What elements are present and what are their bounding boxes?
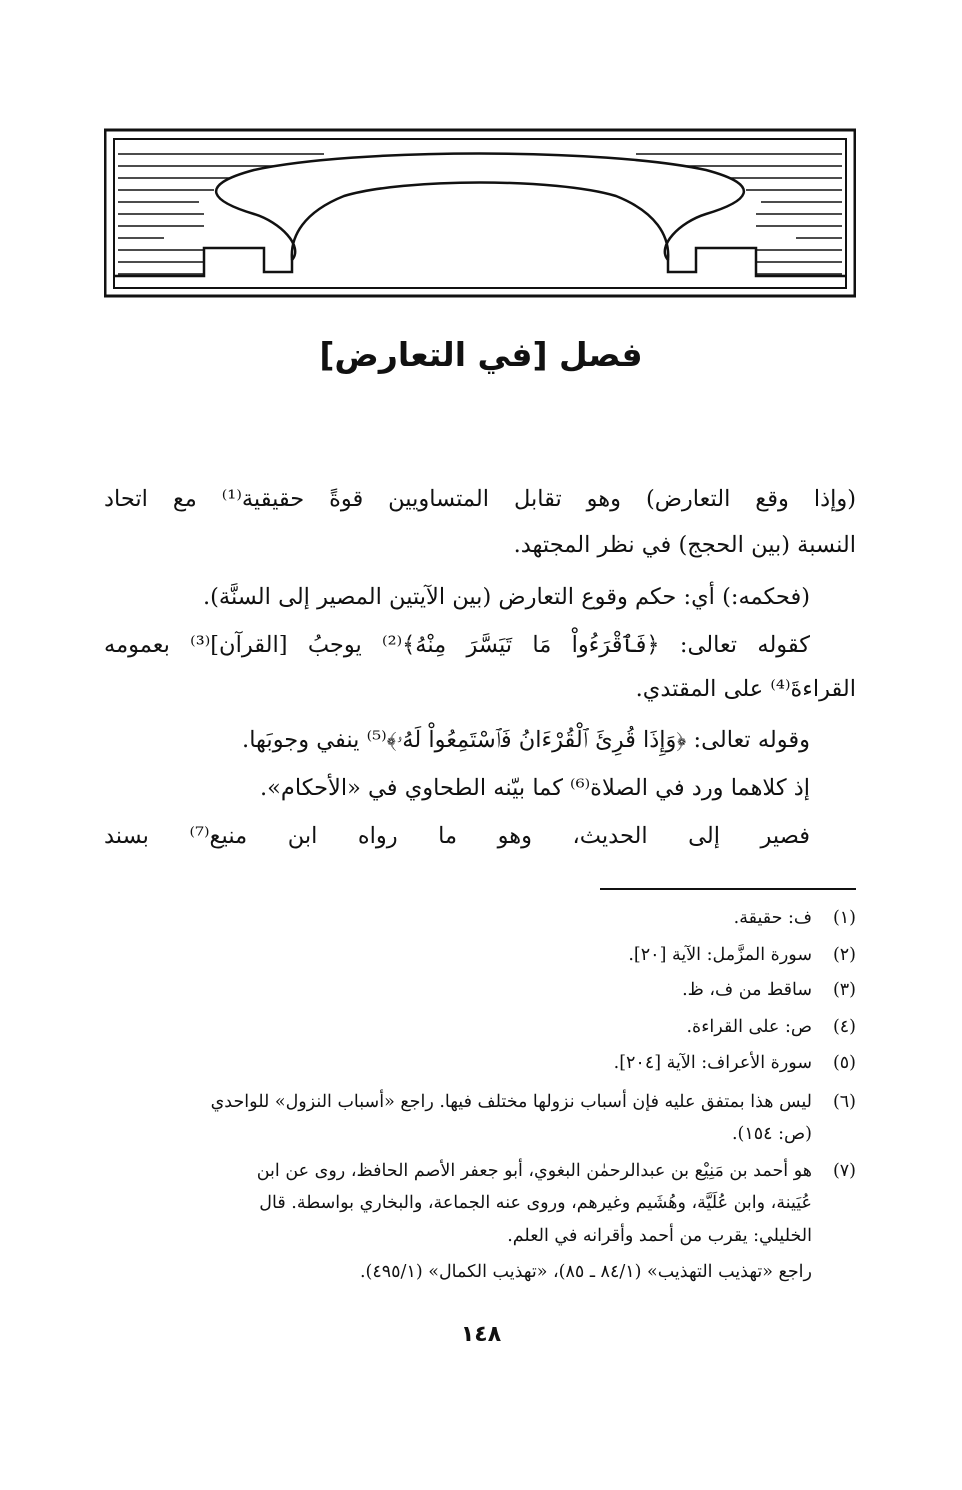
footnote-text: سورة المزَّمل: الآية [٢٠]. (628, 945, 812, 965)
footnote-2 (628, 941, 856, 970)
footnote-number: (٥) (832, 1053, 856, 1073)
body-line-3: (فحكمه:) أي: حكم وقوع التعارض (بين الآيتين المصير إلى السنَّة). (202, 584, 810, 610)
footnote-number: (١) (832, 908, 856, 928)
section-title: فصل [في التعارض] (319, 335, 643, 374)
body-line-5: القراءةَ⁽⁴⁾ على المقتدي. (635, 676, 856, 702)
body-line-7: إذ كلاهما ورد في الصلاة⁽⁶⁾ كما بيّنه الطحاوي في «الأحكام». (260, 775, 810, 801)
footnote-6-line-2: (ص: ١٥٤). (731, 1124, 812, 1144)
body-line-6: وقوله تعالى: ﴿وَإِذَا قُرِئَ ٱلْقُرْءَانُ فَٱسْتَمِعُواْ لَهُۥ﴾⁽⁵⁾ ينفي وجوبَها. (242, 727, 810, 753)
footnote-text: ص: على القراءة. (686, 1017, 812, 1037)
body-line-1: (وإذا وقع التعارض) وهو تقابل المتساويين قوةً حقيقية⁽¹⁾ مع اتحاد (104, 486, 856, 512)
footnote-7 (257, 1157, 856, 1186)
header-ornament (104, 126, 856, 298)
footnote-text: ساقط من ف، ظ. (682, 980, 812, 1000)
footnote-5 (614, 1049, 856, 1078)
footnote-7-line-2: عُيَينة، وابن عُلَيَّة، وهُشَيم وغيرهم، وروى عنه الجماعة، والبخاري بواسطة. قال (259, 1193, 812, 1213)
footnote-3 (682, 976, 856, 1005)
footnote-6 (211, 1088, 856, 1117)
footnote-separator (600, 888, 856, 890)
footnote-number: (٧) (832, 1161, 856, 1181)
body-line-2: النسبة (بين الحجج) في نظر المجتهد. (513, 532, 856, 558)
page-number: ١٤٨ (460, 1322, 502, 1347)
footnote-number: (٤) (832, 1017, 856, 1037)
footnote-4 (686, 1013, 856, 1042)
footnote-number: (٢) (832, 945, 856, 965)
footnote-text: هو أحمد بن مَنِيْع بن عبدالرحمٰن البغوي، أبو جعفر الأصم الحافظ، روى عن ابن (256, 1161, 812, 1181)
footnote-7-line-3: الخليلي: يقرب من أحمد وأقرانه في العلم. (507, 1226, 812, 1246)
body-line-8: فصير إلى الحديث، وهو ما رواه ابن منيع⁽⁷⁾ بسند (104, 823, 810, 849)
footnote-text: ف: حقيقة. (733, 908, 812, 928)
footnote-1 (734, 904, 856, 933)
footnote-number: (٣) (832, 980, 856, 1000)
footnote-text: ليس هذا بمتفق عليه فإن أسباب نزولها مختلف فيها. راجع «أسباب النزول» للواحدي (210, 1092, 812, 1112)
footnote-7-line-4: راجع «تهذيب التهذيب» (٨٤/١ ـ ٨٥)، «تهذيب الكمال» (٤٩٥/١). (359, 1262, 812, 1282)
body-line-4: كقوله تعالى: ﴿فَٱقْرَءُواْ مَا تَيَسَّرَ مِنْهُ﴾⁽²⁾ يوجبُ [القرآن]⁽³⁾ بعمومه (104, 632, 811, 658)
footnote-text: سورة الأعراف: الآية [٢٠٤]. (613, 1053, 812, 1073)
footnote-number: (٦) (832, 1092, 856, 1112)
